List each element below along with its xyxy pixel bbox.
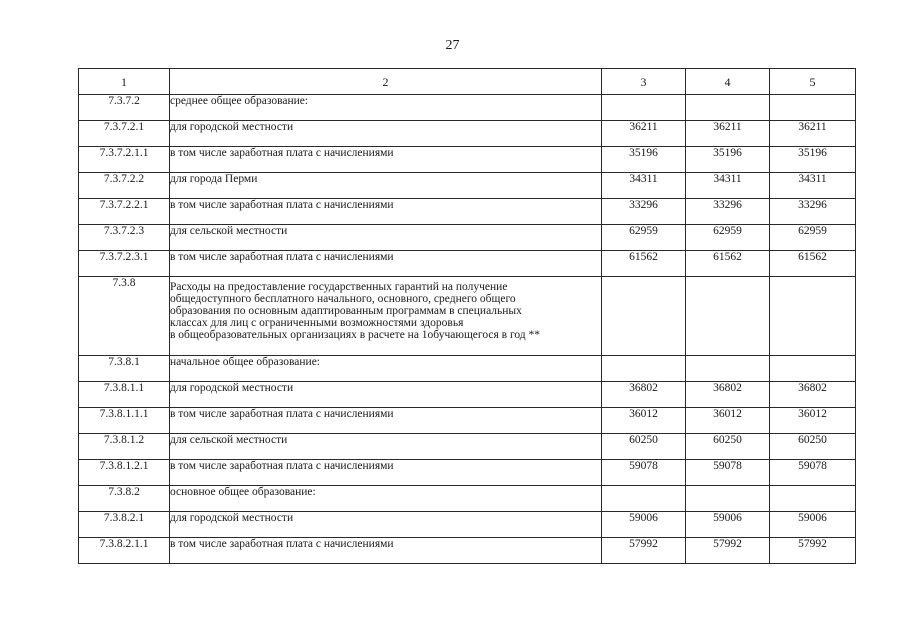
row-value-5: 33296: [770, 199, 856, 225]
row-value-3: [602, 277, 686, 356]
row-label: в том числе заработная плата с начислениями: [170, 538, 602, 564]
row-code: 7.3.8.2.1.1: [79, 538, 170, 564]
row-code: 7.3.7.2.1: [79, 121, 170, 147]
row-value-3: 34311: [602, 173, 686, 199]
row-code: 7.3.7.2.3: [79, 225, 170, 251]
row-value-3: 33296: [602, 199, 686, 225]
row-label-line: классах для лиц с ограниченными возможностями здоровья: [170, 317, 464, 329]
row-label-line: общедоступного бесплатного начального, основного, среднего общего: [170, 293, 516, 305]
row-label: в том числе заработная плата с начислениями: [170, 251, 602, 277]
page-number: 27: [445, 38, 460, 53]
header-cell: 2: [170, 69, 602, 95]
table-row: [79, 434, 856, 460]
table-row: [79, 199, 856, 225]
row-value-4: 60250: [686, 434, 770, 460]
row-label: среднее общее образование:: [170, 95, 602, 121]
row-value-5: 60250: [770, 434, 856, 460]
table-row: [79, 277, 856, 356]
row-value-4: 59006: [686, 512, 770, 538]
row-value-4: 36802: [686, 382, 770, 408]
row-label: для сельской местности: [170, 434, 602, 460]
row-value-3: 60250: [602, 434, 686, 460]
row-value-4: [686, 486, 770, 512]
row-value-3: [602, 356, 686, 382]
row-value-3: 59078: [602, 460, 686, 486]
table-row: [79, 512, 856, 538]
table-row: [79, 382, 856, 408]
row-value-5: 34311: [770, 173, 856, 199]
row-value-3: 62959: [602, 225, 686, 251]
row-value-4: 34311: [686, 173, 770, 199]
row-value-4: 59078: [686, 460, 770, 486]
row-value-4: 62959: [686, 225, 770, 251]
row-value-5: 35196: [770, 147, 856, 173]
row-label: [170, 277, 602, 356]
row-value-3: 57992: [602, 538, 686, 564]
row-code: 7.3.7.2.3.1: [79, 251, 170, 277]
row-code: 7.3.8.1.1.1: [79, 408, 170, 434]
table-row: [79, 408, 856, 434]
row-label-line: образования по основным адаптированным программам в специальных: [170, 305, 522, 317]
header-cell: 1: [79, 69, 170, 95]
row-label: в том числе заработная плата с начислениями: [170, 199, 602, 225]
row-label: в том числе заработная плата с начислениями: [170, 408, 602, 434]
row-value-5: [770, 356, 856, 382]
row-value-3: 36012: [602, 408, 686, 434]
row-value-3: [602, 486, 686, 512]
row-value-4: 57992: [686, 538, 770, 564]
table-row: [79, 538, 856, 564]
row-value-5: [770, 277, 856, 356]
row-value-4: 36012: [686, 408, 770, 434]
row-label: в том числе заработная плата с начислениями: [170, 147, 602, 173]
row-value-3: 36802: [602, 382, 686, 408]
table-row: [79, 121, 856, 147]
row-code: 7.3.7.2.1.1: [79, 147, 170, 173]
row-label-line: Расходы на предоставление государственных гарантий на получение: [170, 281, 508, 293]
row-value-3: 59006: [602, 512, 686, 538]
row-value-4: 36211: [686, 121, 770, 147]
table-row: [79, 95, 856, 121]
table-row: [79, 225, 856, 251]
row-label: начальное общее образование:: [170, 356, 602, 382]
table-row: [79, 251, 856, 277]
row-value-5: 59006: [770, 512, 856, 538]
table-row: [79, 460, 856, 486]
row-value-4: [686, 95, 770, 121]
row-value-5: 57992: [770, 538, 856, 564]
row-label: для городской местности: [170, 121, 602, 147]
row-value-4: 61562: [686, 251, 770, 277]
row-value-4: 33296: [686, 199, 770, 225]
row-code: 7.3.8: [79, 277, 170, 356]
data-table: [78, 68, 856, 564]
row-value-3: 61562: [602, 251, 686, 277]
row-code: 7.3.8.2.1: [79, 512, 170, 538]
header-cell: 5: [770, 69, 856, 95]
table-header-row: [79, 69, 856, 95]
row-code: 7.3.7.2: [79, 95, 170, 121]
row-value-5: 62959: [770, 225, 856, 251]
row-value-5: 36211: [770, 121, 856, 147]
row-label: в том числе заработная плата с начислениями: [170, 460, 602, 486]
row-label: основное общее образование:: [170, 486, 602, 512]
table-row: [79, 486, 856, 512]
row-value-3: 35196: [602, 147, 686, 173]
row-value-4: [686, 356, 770, 382]
row-code: 7.3.8.2: [79, 486, 170, 512]
row-value-5: 36012: [770, 408, 856, 434]
row-label: для города Перми: [170, 173, 602, 199]
row-value-5: 36802: [770, 382, 856, 408]
row-code: 7.3.8.1.1: [79, 382, 170, 408]
row-code: 7.3.7.2.2: [79, 173, 170, 199]
table-row: [79, 173, 856, 199]
row-value-4: 35196: [686, 147, 770, 173]
row-value-5: 61562: [770, 251, 856, 277]
row-code: 7.3.8.1.2.1: [79, 460, 170, 486]
row-code: 7.3.7.2.2.1: [79, 199, 170, 225]
row-label: для городской местности: [170, 382, 602, 408]
row-label-line: в общеобразовательных организациях в расчете на 1обучающегося в год **: [170, 329, 541, 341]
table-row: [79, 147, 856, 173]
row-value-5: [770, 95, 856, 121]
row-label: для сельской местности: [170, 225, 602, 251]
row-value-3: 36211: [602, 121, 686, 147]
header-cell: 3: [602, 69, 686, 95]
row-label: для городской местности: [170, 512, 602, 538]
row-value-5: 59078: [770, 460, 856, 486]
header-cell: 4: [686, 69, 770, 95]
table-row: [79, 356, 856, 382]
row-code: 7.3.8.1.2: [79, 434, 170, 460]
row-value-5: [770, 486, 856, 512]
row-code: 7.3.8.1: [79, 356, 170, 382]
row-value-4: [686, 277, 770, 356]
row-value-3: [602, 95, 686, 121]
